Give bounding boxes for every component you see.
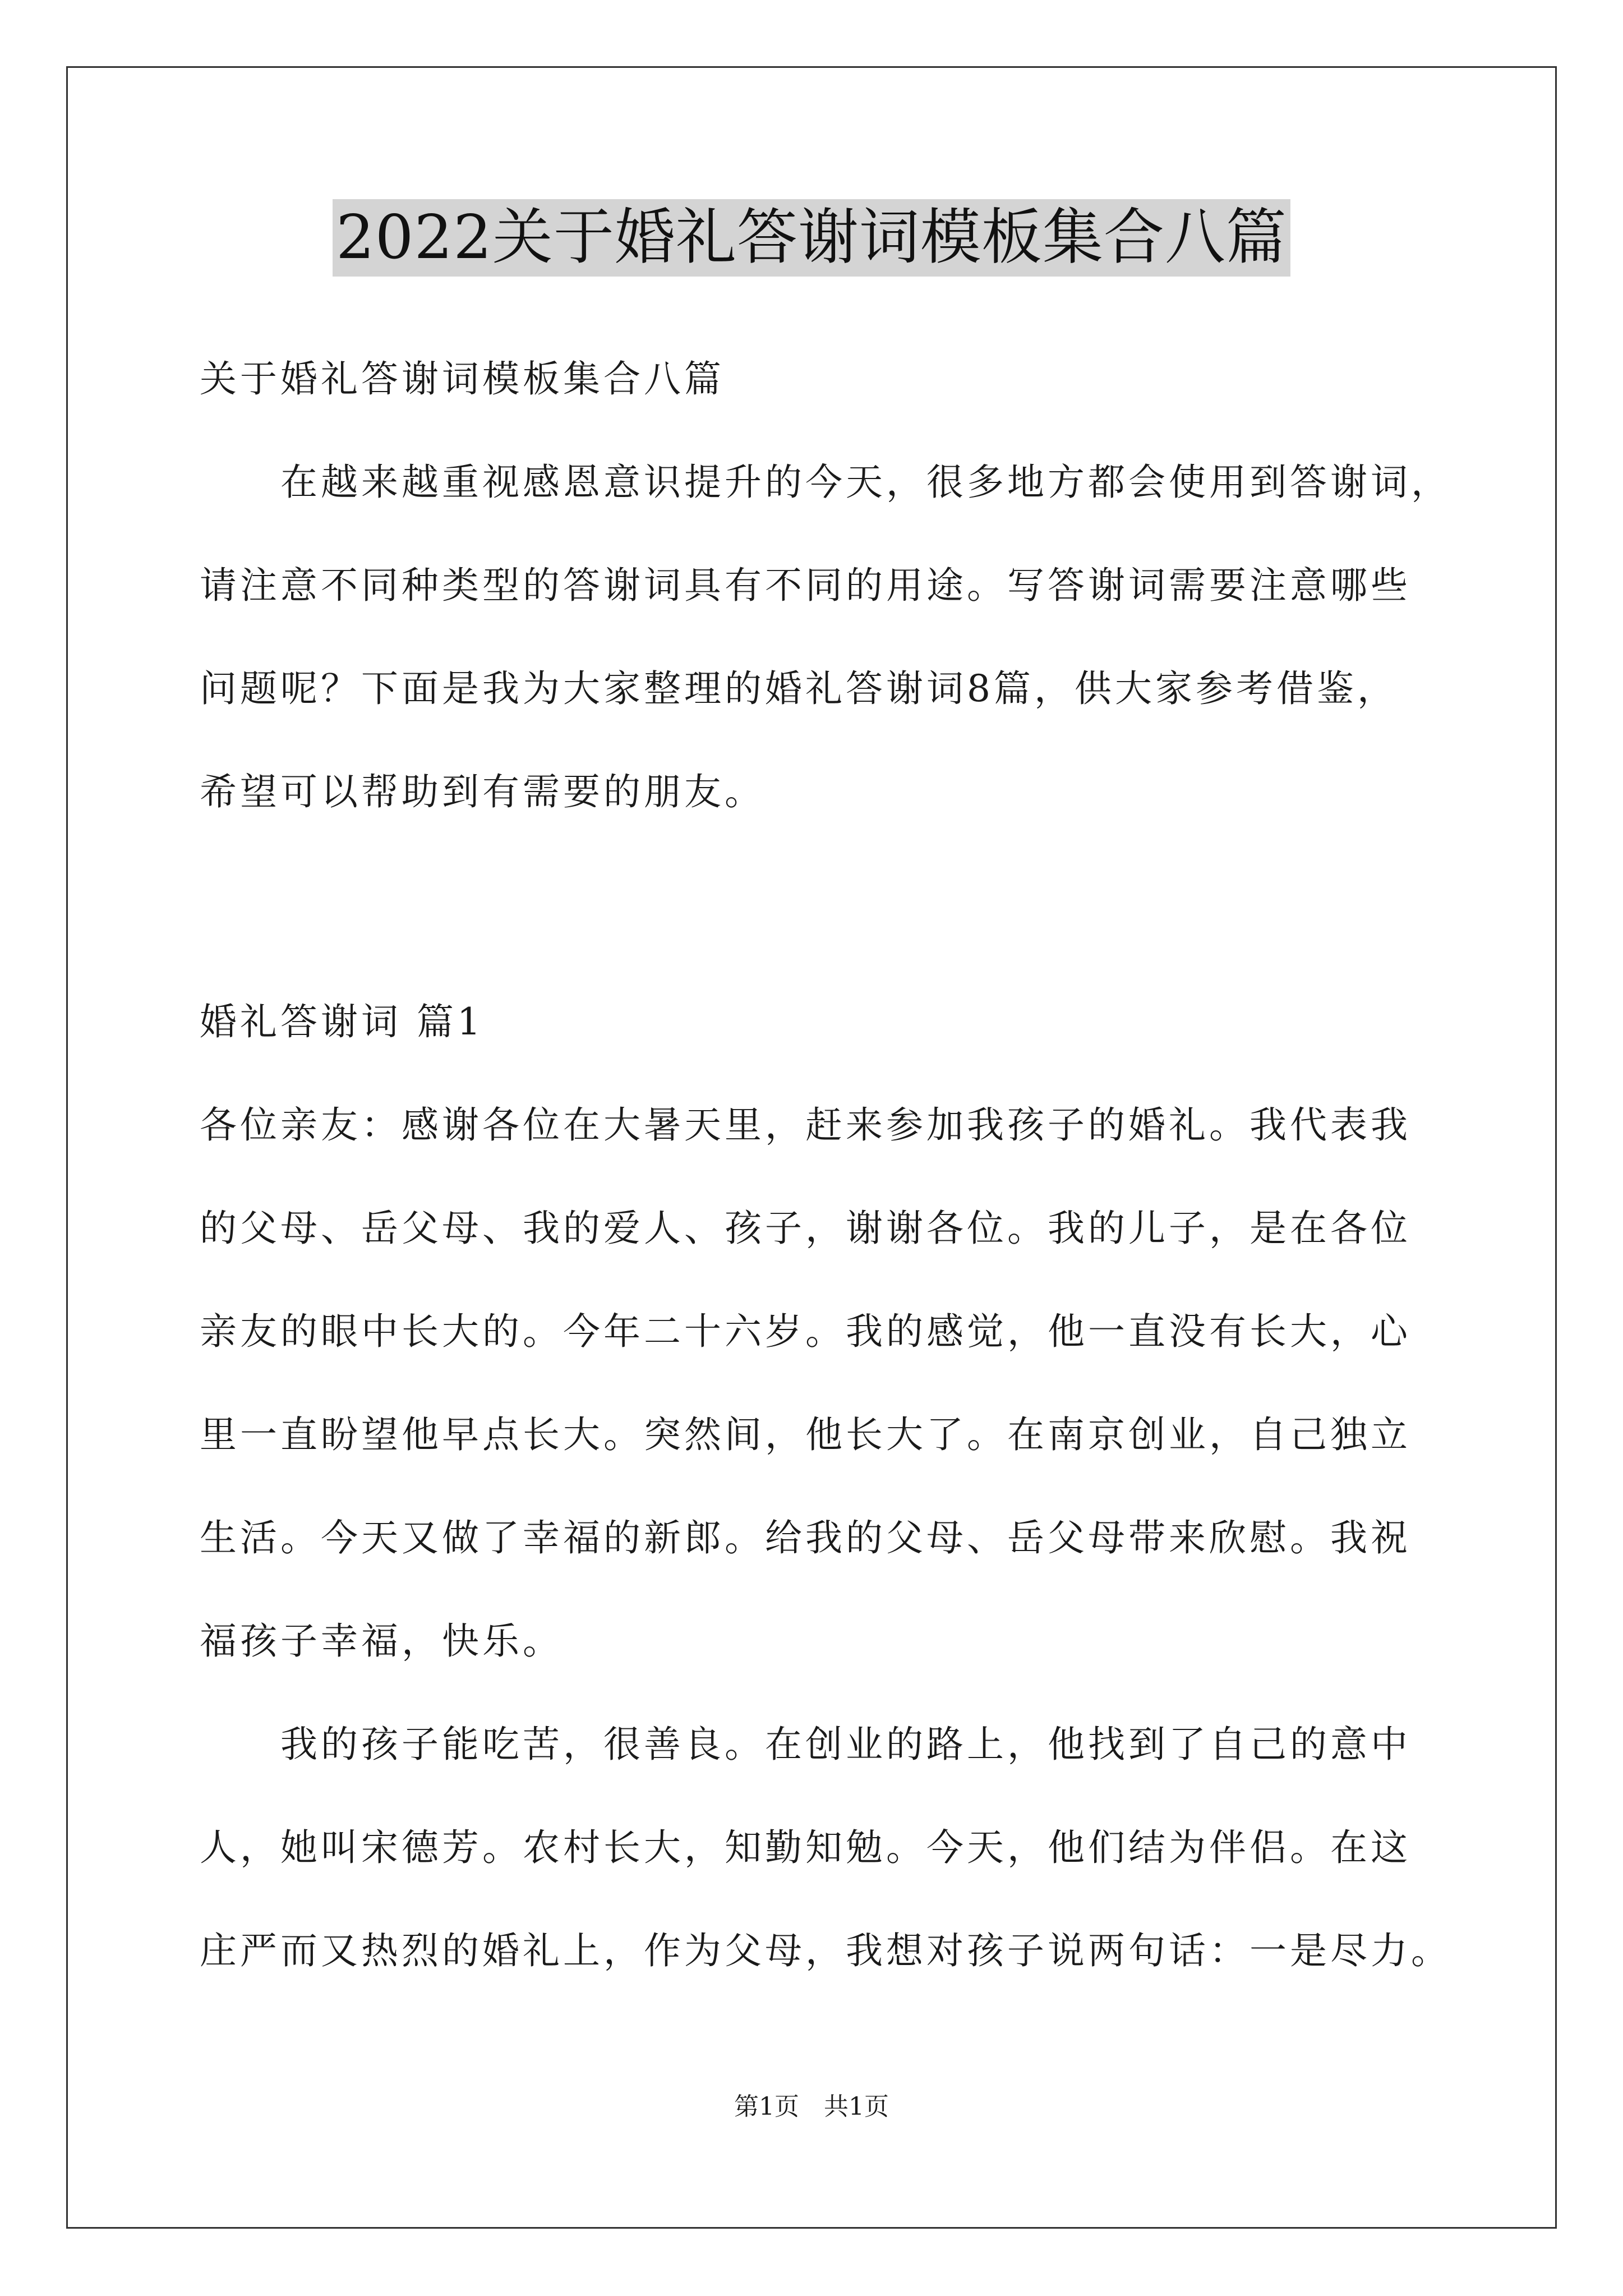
section-heading: 婚礼答谢词 篇1 <box>200 1000 484 1043</box>
paragraph-line: 福孩子幸福，快乐。 <box>200 1619 563 1663</box>
page-footer: 第1页 共1页 <box>734 2092 889 2121</box>
paragraph-line: 各位亲友：感谢各位在大暑天里，赶来参加我孩子的婚礼。我代表我 <box>200 1103 1411 1147</box>
paragraph-line: 庄严而又热烈的婚礼上，作为父母，我想对孩子说两句话：一是尽力。 <box>200 1929 1451 1972</box>
document-title: 2022关于婚礼答谢词模板集合八篇 <box>333 199 1290 277</box>
paragraph-line: 生活。今天又做了幸福的新郎。给我的父母、岳父母带来欣慰。我祝 <box>200 1516 1411 1559</box>
paragraph-line: 我的孩子能吃苦，很善良。在创业的路上，他找到了自己的意中 <box>200 1723 1411 1766</box>
paragraph-line: 在越来越重视感恩意识提升的今天，很多地方都会使用到答谢词， <box>200 461 1451 504</box>
title-container <box>0 199 1623 277</box>
paragraph-line: 问题呢？下面是我为大家整理的婚礼答谢词8篇，供大家参考借鉴， <box>200 667 1398 710</box>
paragraph-line: 里一直盼望他早点长大。突然间，他长大了。在南京创业，自己独立 <box>200 1413 1411 1456</box>
paragraph-line: 人，她叫宋德芳。农村长大，知勤知勉。今天，他们结为伴侣。在这 <box>200 1826 1411 1869</box>
subtitle-line: 关于婚礼答谢词模板集合八篇 <box>200 357 725 401</box>
paragraph-line: 的父母、岳父母、我的爱人、孩子，谢谢各位。我的儿子，是在各位 <box>200 1207 1411 1250</box>
paragraph-line: 亲友的眼中长大的。今年二十六岁。我的感觉，他一直没有长大，心 <box>200 1310 1411 1353</box>
paragraph-line: 希望可以帮助到有需要的朋友。 <box>200 770 765 813</box>
paragraph-line: 请注意不同种类型的答谢词具有不同的用途。写答谢词需要注意哪些 <box>200 564 1411 607</box>
